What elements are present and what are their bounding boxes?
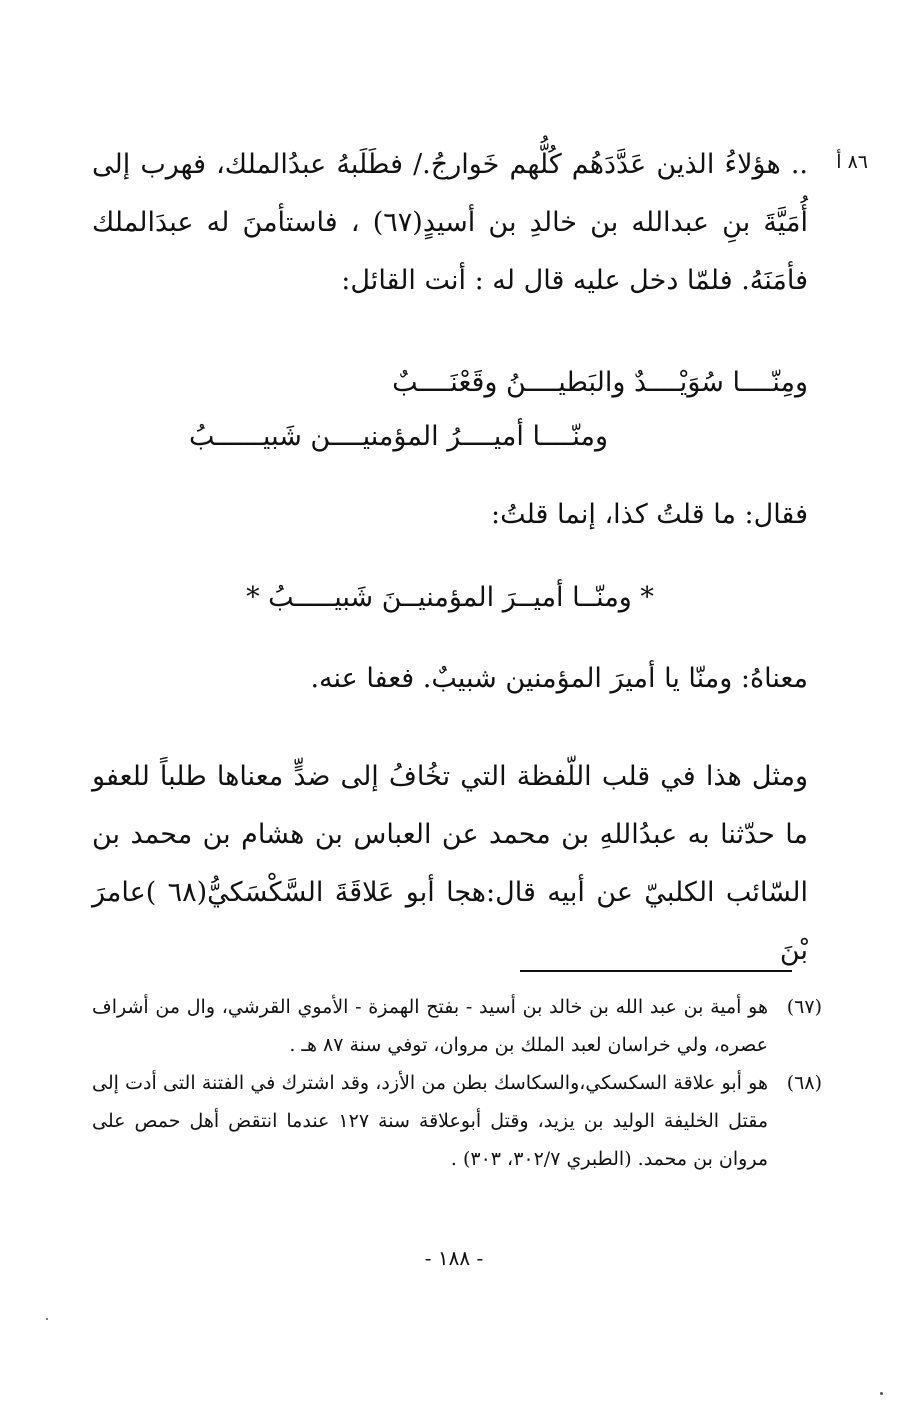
single-verse: * ومنّــا أميــرَ المؤمنيــنَ شَبيـــــبُ * xyxy=(246,582,654,613)
paragraph-2: فقال: ما قلتُ كذا، إنما قلتُ: xyxy=(490,499,808,530)
scan-speck xyxy=(46,1318,48,1320)
footnote-67 xyxy=(92,988,822,1064)
paragraph-3: معناهُ: ومنّا يا أميرَ المؤمنين شبيبٌ. فعفا عنه. xyxy=(310,663,808,694)
verse-couplet xyxy=(92,356,808,464)
page-number: - ١٨٨ - xyxy=(424,1246,484,1270)
footnote-text: هو أبو علاقة السكسكي،والسكاسك بطن من الأزد، وقد اشترك في الفتنة التى أدت إلى مقتل الخليفة الوليد بن يزيد، وقتل أبوعلاقة سنة ١٢٧ عندما انتقض أهل حمص على مروان بن محمد. (الطبري ٣٠٢/٧، ٣٠٣) . xyxy=(92,1072,768,1170)
paragraph-4: ومثل هذا في قلب اللّفظة التي تخُافُ إلى ضدٍّ معناها طلباً للعفو ما حدّثنا به عبدُاللهِ بن محمد عن العباس بن هشام بن محمد بن السّائب الكلبيّ عن أبيه قال:هجا أبو عَلاقَةَ السَّكْسَكيُّ(٦٨ )عامرَ بْنَ xyxy=(92,761,808,966)
verse-line-2: ومنّــــا أميــــرُ المؤمنيــــن شَبيــــــبُ xyxy=(188,421,608,452)
manuscript-folio-note: ٨٦ أ xyxy=(836,151,868,173)
scan-speck xyxy=(880,1392,883,1395)
paragraph-1: .. هؤلاءُ الذين عَدَّدَهُم كُلُّهم خَوارجُ./ فطَلَبهُ عبدُالملك، فهرب إلى أُمَيَّةَ بنِ عبدالله بن خالدِ بن أسيدٍ(٦٧) ، فاستأمنَ له عبدَالملك فأمَنَهُ. فلمّا دخل عليه قال له : أنت القائل: xyxy=(92,149,808,296)
footnote-text: هو أمية بن عبد الله بن خالد بن أسيد - بفتح الهمزة - الأموي القرشي، وال من أشراف عصره، ولي خراسان لعبد الملك بن مروان، توفي سنة ٨٧ هـ . xyxy=(92,996,768,1056)
footnote-separator xyxy=(520,970,792,972)
footnote-68 xyxy=(92,1064,822,1178)
verse-line-1: ومِنّــــا سُوَيْــــدٌ والبَطيــــنُ وقَعْنَــــبٌ xyxy=(392,367,808,398)
footnote-number: (٦٨) xyxy=(786,1072,822,1094)
footnotes xyxy=(92,988,822,1178)
footnote-number: (٦٧) xyxy=(786,996,822,1018)
